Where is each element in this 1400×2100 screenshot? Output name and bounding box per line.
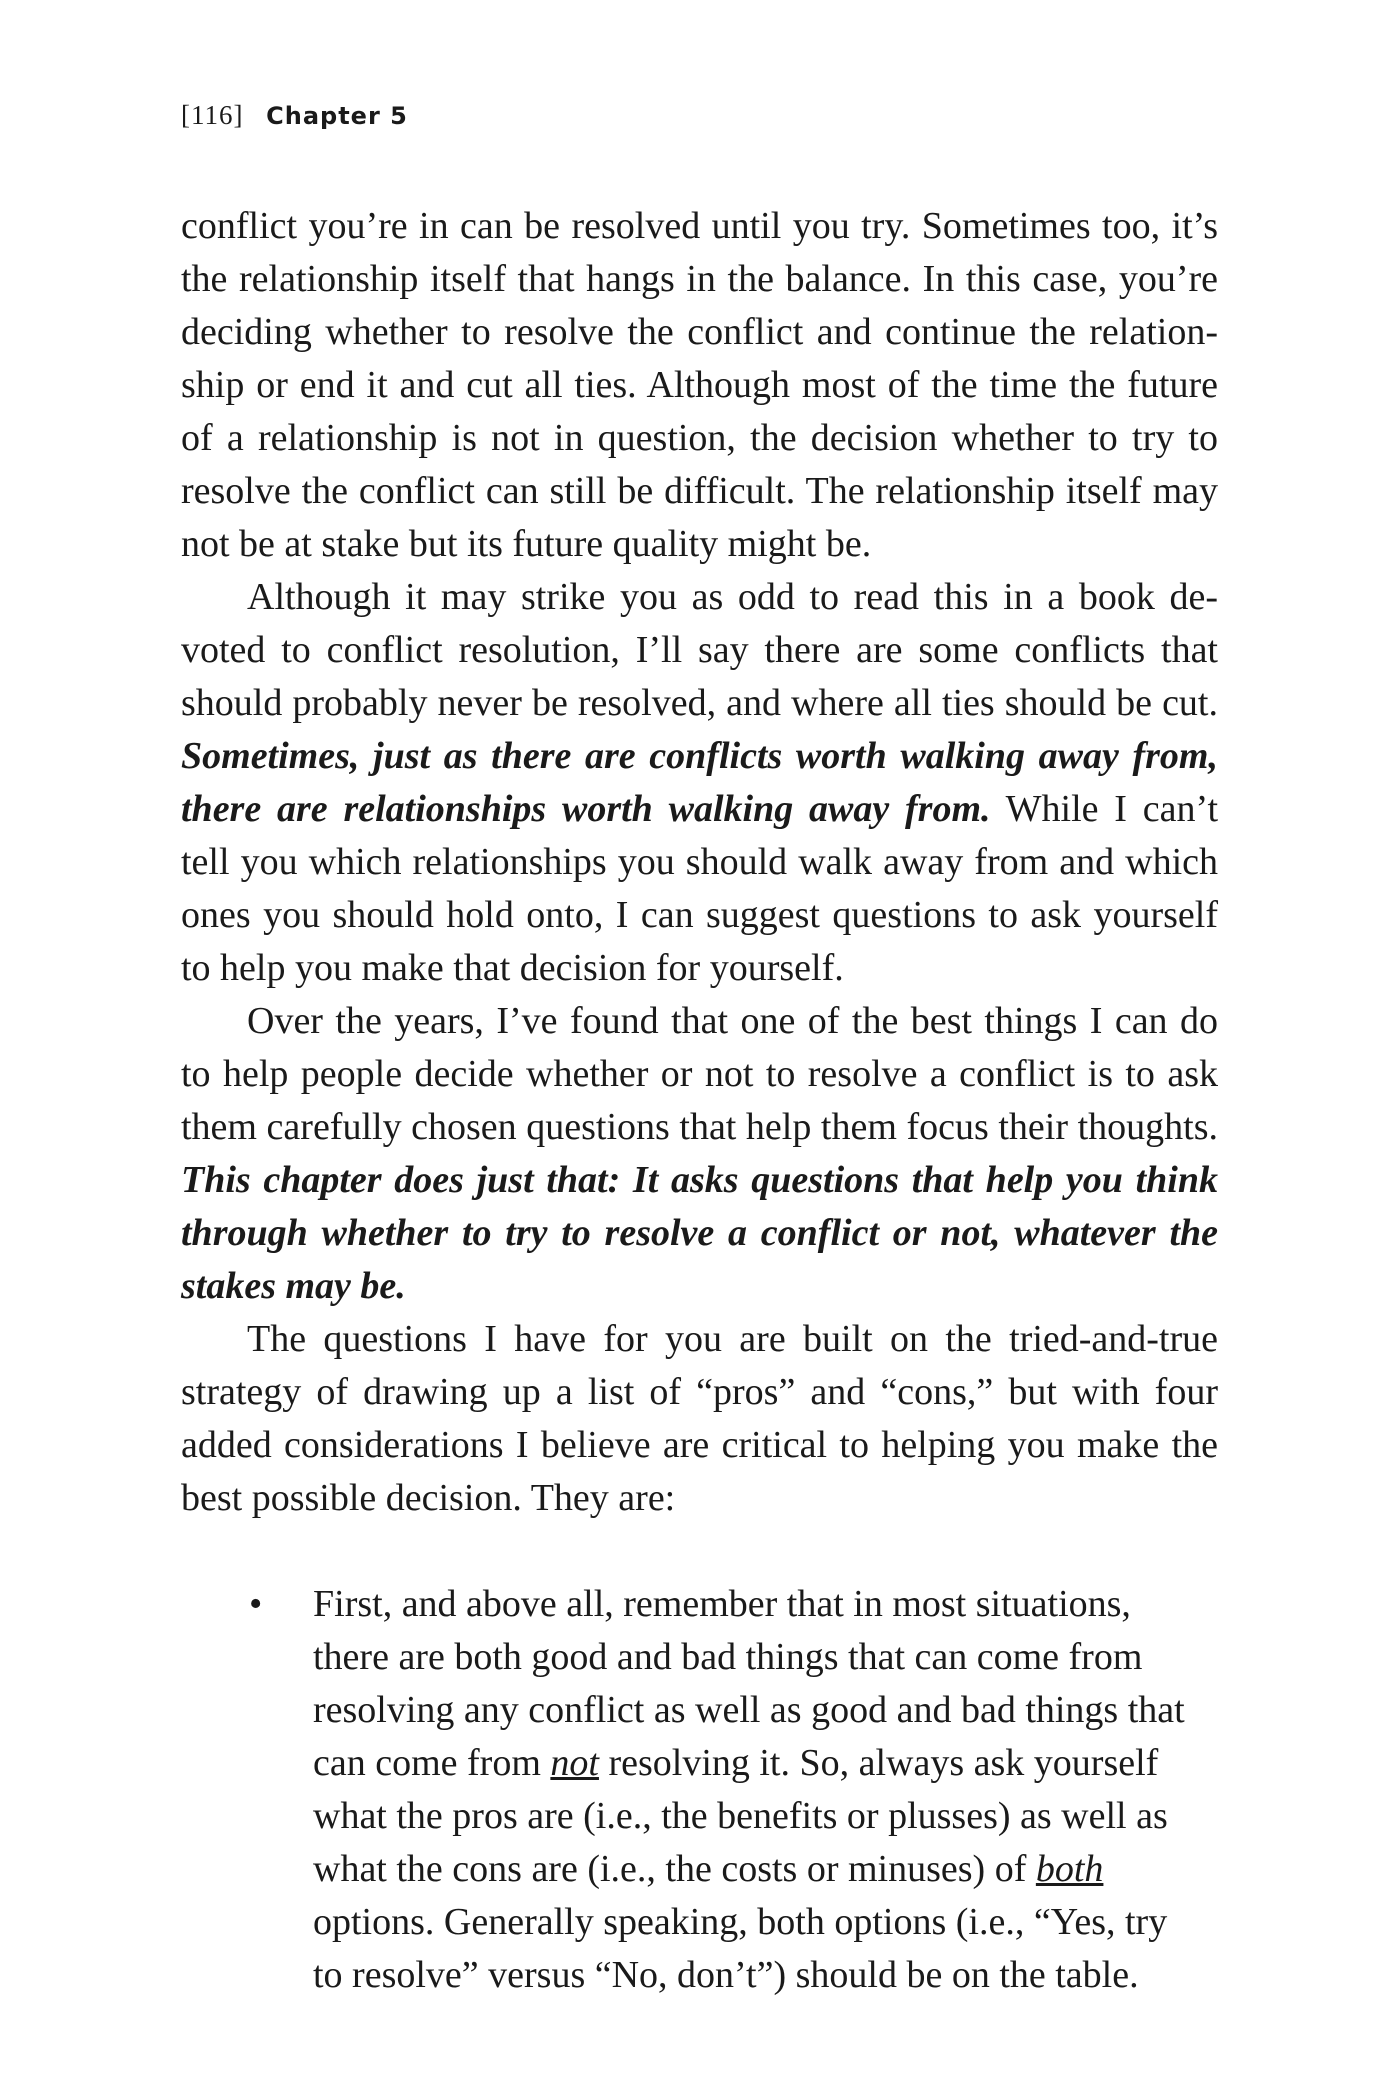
paragraph-4: The questions I have for you are built on the tried-and-true strategy of drawing up a list of “pros” and “cons,” but with four added considerations I believe are critical to helping you make the best possible decision. They are: <box>181 1318 1218 1519</box>
page-number: [116] <box>181 100 244 130</box>
considerations-list <box>181 1578 1218 2002</box>
chapter-title: Chapter 5 <box>266 102 408 130</box>
paragraph-2-end: While I can’t tell you which relationships you should walk away from and which ones you should hold onto, I can suggest questions to ask yourself to help you make that decision for yourself. <box>181 788 1219 989</box>
list-item-text-b: resolving it. So, always ask yourself what the pros are (i.e., the benefits or plusses) as well as what the cons are (i.e., the costs or minuses) of <box>313 1742 1168 1890</box>
list-item-text-c: options. Generally speaking, both options (i.e., “Yes, try to resolve” versus “No, don’t”) should be on the table. <box>313 1901 1168 1996</box>
paragraph-3 <box>181 995 1218 1313</box>
list-item-emphasis-not: not <box>550 1742 599 1784</box>
paragraph-3-start: Over the years, I’ve found that one of the best things I can do to help people decide whether or not to resolve a conflict is to ask them carefully chosen questions that help them focus their thoughts. <box>181 1000 1218 1148</box>
list-item-text-a: First, and above all, remember that in most situations, there are both good and bad things that can come from resolving any conflict as well as good and bad things that can come from <box>313 1583 1185 1784</box>
paragraph-3-emphasis: This chapter does just that: It asks questions that help you think through whether to try to resolve a conflict or not, whatever the stakes may be. <box>181 1159 1218 1307</box>
paragraph-2-start: Although it may strike you as odd to read this in a book devoted to conflict resolution, I’ll say there are some conflicts that should probably never be resolved, and where all ties should be cut. <box>181 576 1218 724</box>
body-text <box>181 200 1218 2002</box>
list-item <box>181 1578 1218 2002</box>
list-item-emphasis-both: both <box>1035 1848 1104 1890</box>
paragraph-2-emphasis: Sometimes, just as there are conflicts worth walking away from, there are relationships worth walking away from. <box>181 735 1218 830</box>
paragraph-1: conflict you’re in can be resolved until you try. Sometimes too, it’s the relationship itself that hangs in the balance. In this case, you’re deciding whether to resolve the conflict and continue the relationship or end it and cut all ties. Although most of the time the future of a relationship is not in question, the decision whether to try to resolve the conflict can still be difficult. The relationship itself may not be at stake but its future quality might be. <box>181 205 1218 565</box>
bullet-icon: • <box>249 1583 263 1625</box>
running-header <box>181 100 408 131</box>
paragraph-2 <box>181 571 1218 995</box>
